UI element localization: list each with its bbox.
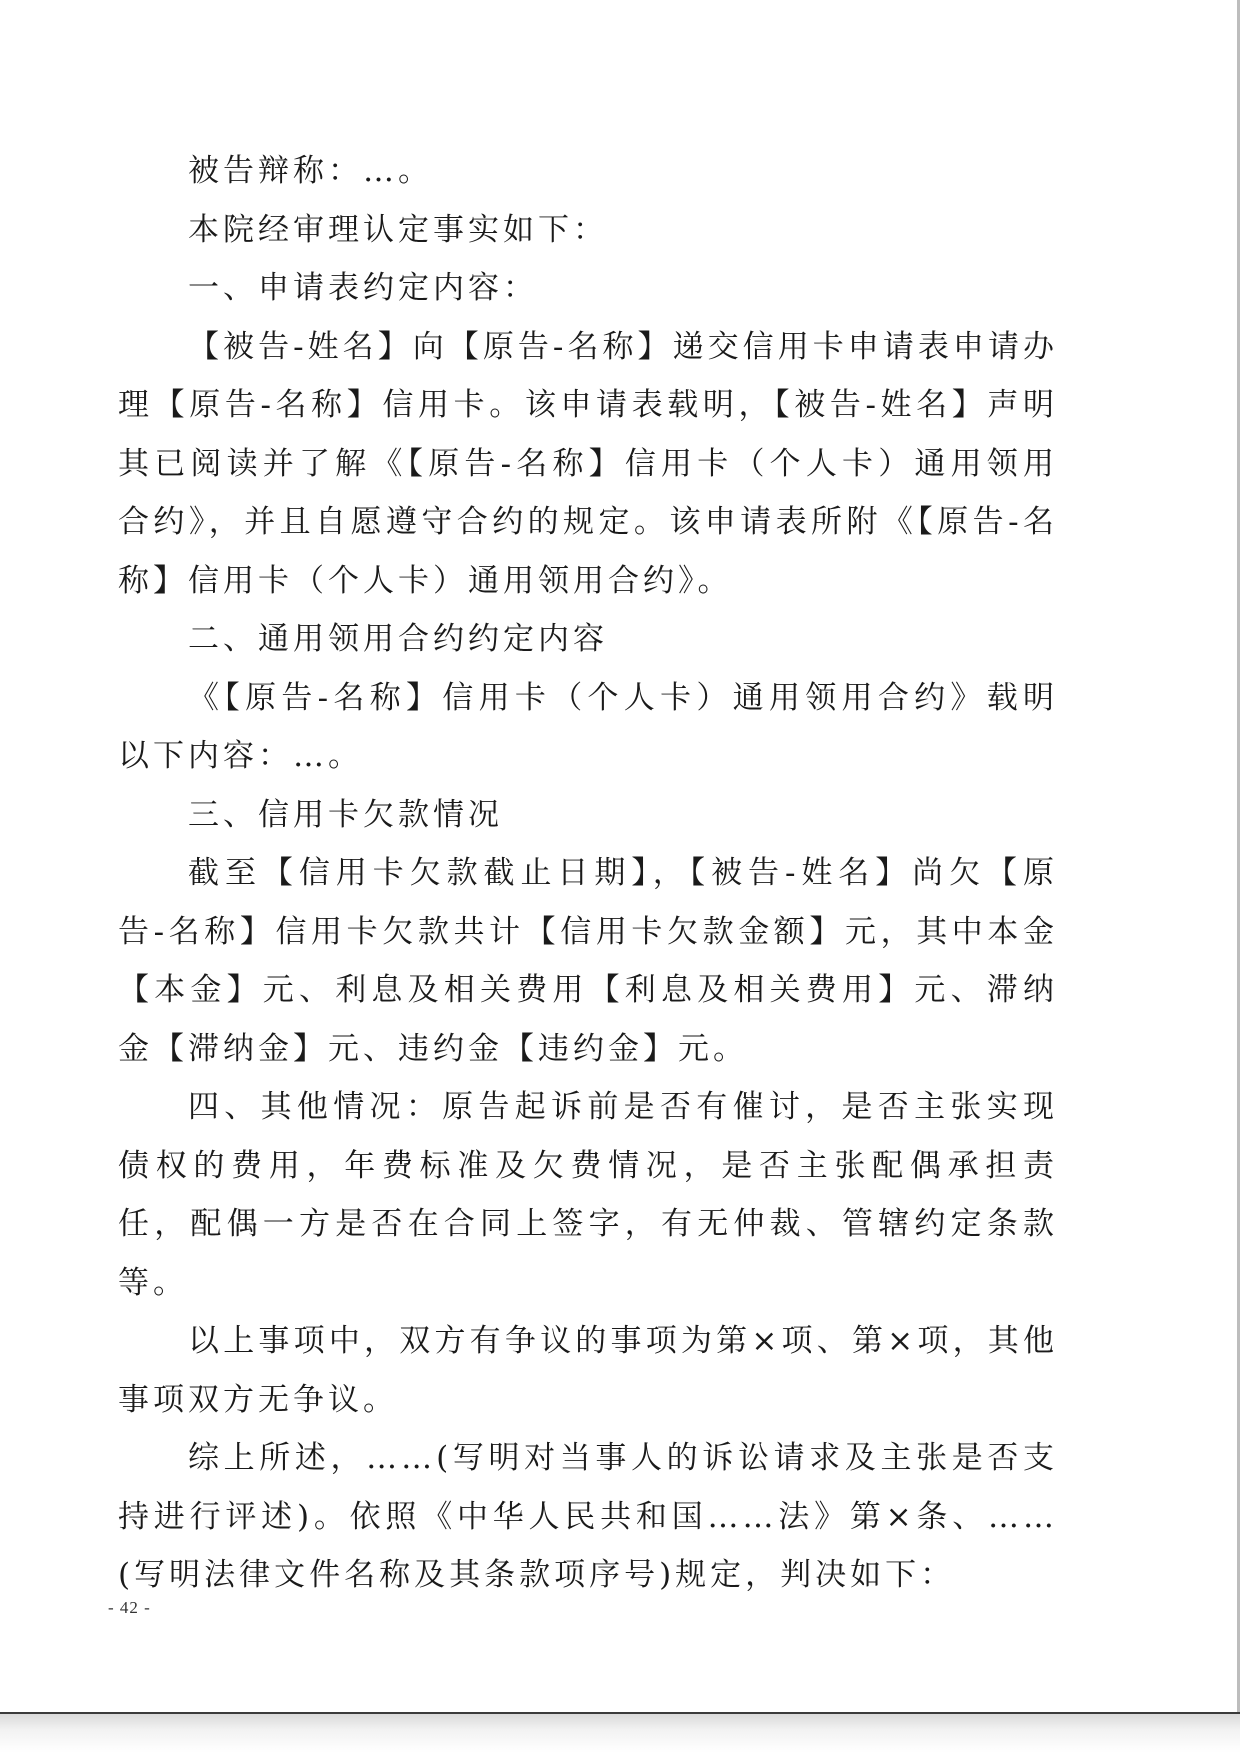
- paragraph-conclusion: 综上所述，……(写明对当事人的诉讼请求及主张是否支持进行评述)。依照《中华人民共和国……法》第×条、……(写明法律文件名称及其条款项序号)规定，判决如下：: [118, 1440, 1058, 1593]
- document-body: [118, 142, 1058, 1605]
- heading-arrears: 三、信用卡欠款情况: [188, 796, 503, 833]
- paragraph-facts-intro: 本院经审理认定事实如下：: [188, 211, 608, 248]
- heading-application-form: 一、申请表约定内容：: [188, 270, 538, 306]
- paragraph-arrears: 截至【信用卡欠款截止日期】，【被告-姓名】尚欠【原告-名称】信用卡欠款共计【信用卡欠款金额】元，其中本金【本金】元、利息及相关费用【利息及相关费用】元、滞纳金【滞纳金】元、违约金【违约金】元。: [118, 855, 1058, 1067]
- scan-edge-bottom-band: [0, 1714, 1240, 1753]
- paragraph-application-form: 【被告-姓名】向【原告-名称】递交信用卡申请表申请办理【原告-名称】信用卡。该申请表载明，【被告-姓名】声明其已阅读并了解《【原告-名称】信用卡（个人卡）通用领用合约》，并且自愿遵守合约的规定。该申请表所附《【原告-名称】信用卡（个人卡）通用领用合约》。: [118, 328, 1058, 599]
- paragraph-other-circumstances: 四、其他情况：原告起诉前是否有催讨，是否主张实现债权的费用，年费标准及欠费情况，是否主张配偶承担责任，配偶一方是否在合同上签字，有无仲裁、管辖约定条款等。: [118, 1089, 1058, 1301]
- heading-general-contract: 二、通用领用合约约定内容: [188, 621, 608, 657]
- page-number: - 42 -: [108, 1598, 151, 1617]
- paragraph-defendant-defense: 被告辩称：…。: [188, 153, 433, 189]
- paragraph-general-contract: 《【原告-名称】信用卡（个人卡）通用领用合约》载明以下内容：…。: [118, 679, 1058, 774]
- paragraph-disputed-items: 以上事项中，双方有争议的事项为第×项、第×项，其他事项双方无争议。: [118, 1323, 1058, 1418]
